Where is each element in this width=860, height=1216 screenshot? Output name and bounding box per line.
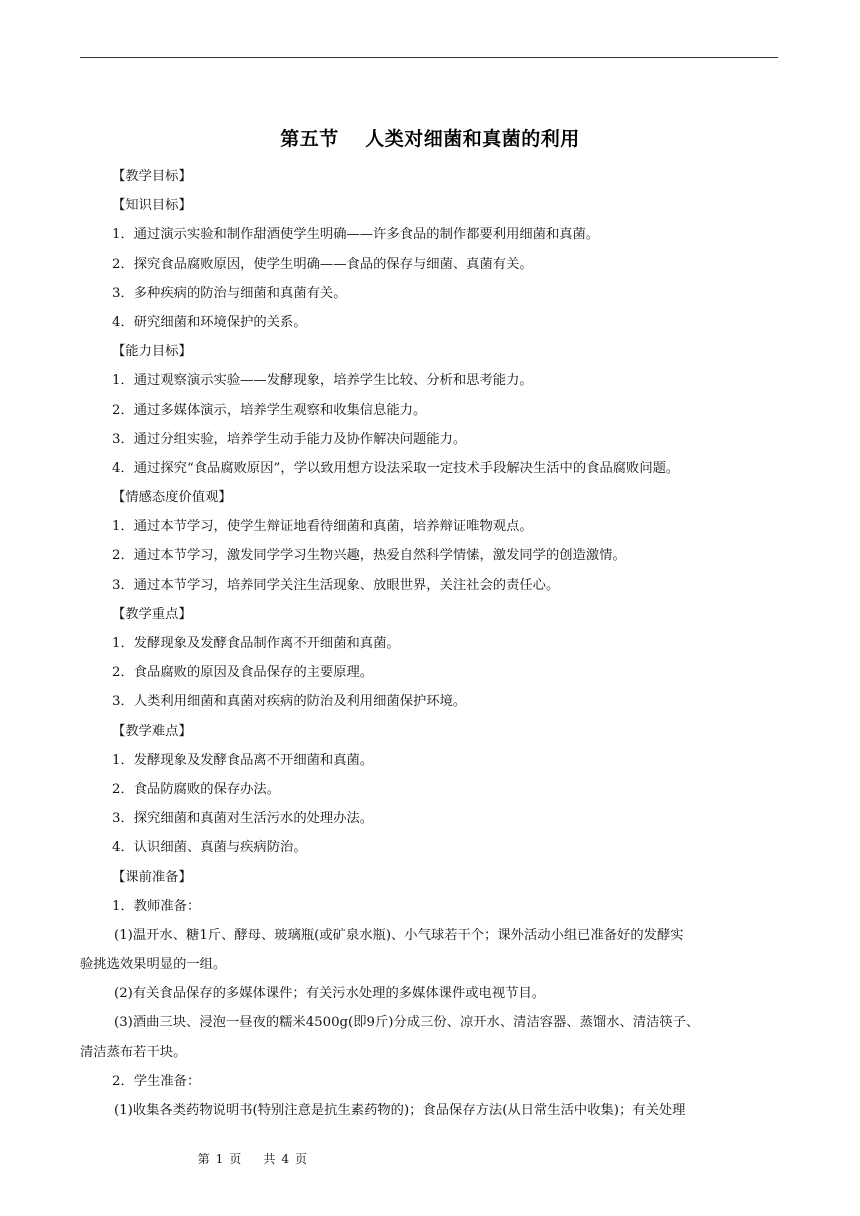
footer-page-label: 第	[197, 1152, 210, 1166]
text-line: 1．通过演示实验和制作甜酒使学生明确——许多食品的制作都要利用细菌和真菌。	[112, 227, 600, 243]
footer-total-number: 4	[281, 1152, 289, 1166]
page-footer	[190, 1136, 313, 1167]
text-line: 1．发酵现象及发酵食品离不开细菌和真菌。	[112, 752, 374, 768]
text-line: 【教学重点】	[112, 606, 192, 622]
text-line: 1．通过本节学习，使学生辩证地看待细菌和真菌，培养辩证唯物观点。	[112, 519, 533, 535]
footer-page-number: 1	[215, 1152, 224, 1166]
text-line: 2．学生准备：	[112, 1073, 201, 1089]
text-line: 2．食品防腐败的保存办法。	[112, 781, 281, 797]
footer-page-suffix: 页	[229, 1152, 242, 1166]
text-line: 【教学目标】	[112, 169, 192, 184]
text-line: (1)收集各类药物说明书(特别注意是抗生素药物的)；食品保存方法(从日常生活中收集)；有关处理	[114, 1103, 686, 1118]
text-line: 【教学难点】	[112, 723, 192, 739]
page-title: 第五节 人类对细菌和真菌的利用	[280, 128, 580, 150]
text-line: 3．多种疾病的防治与细菌和真菌有关。	[112, 285, 347, 301]
document-body	[80, 162, 780, 1125]
text-line: 1．教师准备：	[112, 898, 201, 914]
text-line: 4．研究细菌和环境保护的关系。	[112, 314, 307, 330]
text-line: 3．通过本节学习，培养同学关注生活现象、放眼世界，关注社会的责任心。	[112, 577, 560, 593]
footer-total-suffix: 页	[294, 1152, 307, 1166]
text-line: 1．通过观察演示实验——发酵现象，培养学生比较、分析和思考能力。	[112, 373, 533, 389]
text-line: 2．通过本节学习，激发同学学习生物兴趣，热爱自然科学情愫，激发同学的创造激情。	[112, 548, 626, 564]
text-line: 【课前准备】	[112, 869, 192, 885]
text-line: (3)酒曲三块、浸泡一昼夜的糯米4500g(即9斤)分成三份、凉开水、清洁容器、蒸馏水、清洁筷子、	[114, 1015, 700, 1031]
text-line: 3．通过分组实验，培养学生动手能力及协作解决问题能力。	[112, 431, 467, 447]
text-line: 【知识目标】	[112, 198, 192, 214]
text-line: (2)有关食品保存的多媒体课件；有关污水处理的多媒体课件或电视节目。	[114, 986, 546, 1002]
text-line: 4．认识细菌、真菌与疾病防治。	[112, 840, 307, 856]
footer-total-label: 共	[263, 1152, 276, 1166]
header-rule	[80, 57, 778, 58]
text-line: 2．探究食品腐败原因，使学生明确——食品的保存与细菌、真菌有关。	[112, 256, 533, 272]
text-line: 3．人类利用细菌和真菌对疾病的防治及利用细菌保护环境。	[112, 694, 467, 710]
text-line: 2．食品腐败的原因及食品保存的主要原理。	[112, 665, 374, 681]
text-line: 1．发酵现象及发酵食品制作离不开细菌和真菌。	[112, 636, 400, 651]
text-line: 【情感态度价值观】	[112, 490, 232, 506]
text-line: 2．通过多媒体演示，培养学生观察和收集信息能力。	[112, 402, 427, 418]
text-line: 验挑选效果明显的一组。	[80, 957, 227, 973]
text-line: (1)温开水、糖1斤、酵母、玻璃瓶(或矿泉水瓶)、小气球若干个；课外活动小组已准备好的发酵实	[114, 927, 684, 943]
text-line: 4．通过探究“食品腐败原因”，学以致用想方设法采取一定技术手段解决生活中的食品腐败问题。	[112, 460, 680, 476]
text-line: 【能力目标】	[112, 344, 192, 360]
text-line: 3．探究细菌和真菌对生活污水的处理办法。	[112, 811, 374, 827]
text-line: 清洁蒸布若干块。	[80, 1044, 187, 1060]
